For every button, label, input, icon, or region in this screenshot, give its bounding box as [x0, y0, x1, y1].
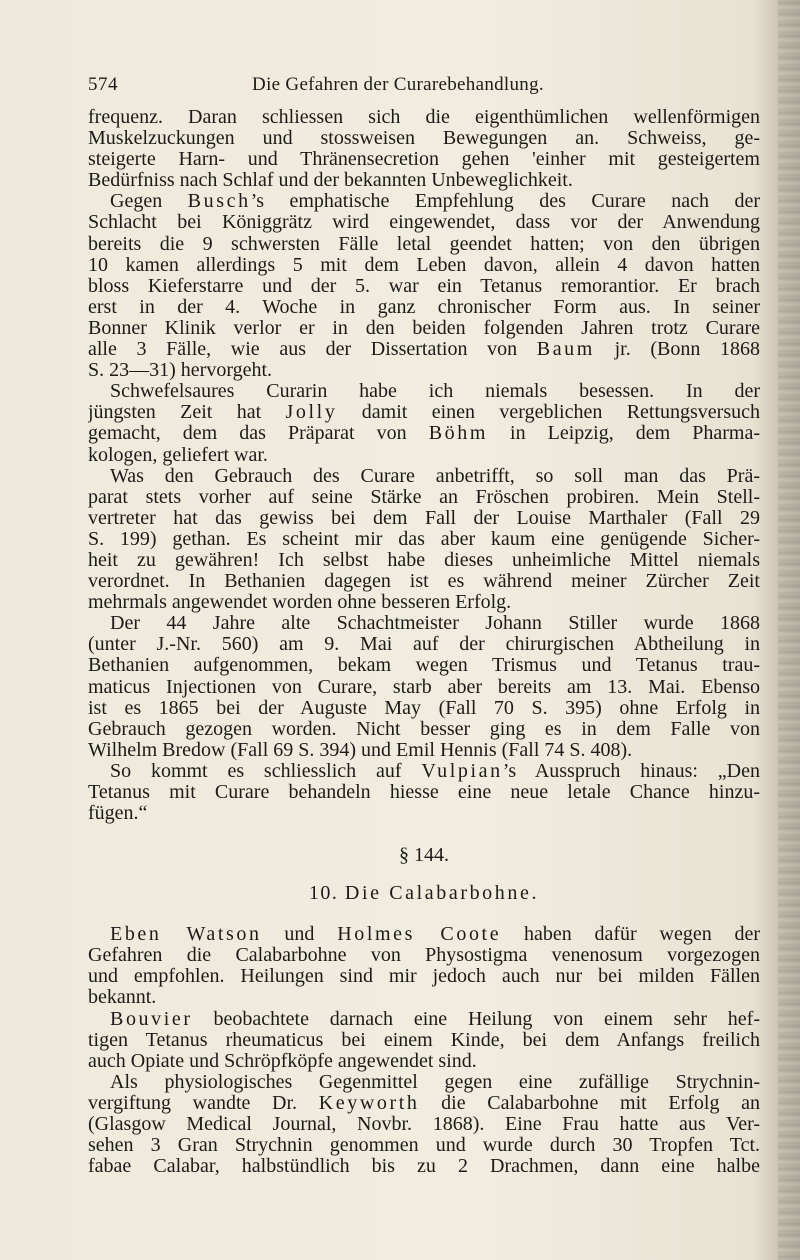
text-line: Bouvier beobachtete darnach eine Heilung von einem sehr hef-: [110, 1008, 760, 1030]
body-text: [88, 107, 760, 1177]
text-line: mehrmals angewendet worden ohne besseren Erfolg.: [88, 591, 512, 614]
text-line: vergiftung wandte Dr. Keyworth die Calabarbohne mit Erfolg an: [88, 1092, 760, 1114]
text-line: Bedürfniss nach Schlaf und der bekannten Unbeweglichkeit.: [88, 169, 573, 192]
text-line: S. 199) gethan. Es scheint mir das aber kaum eine genügende Sicher-: [88, 528, 760, 550]
text-line: fabae Calabar, halbstündlich bis zu 2 Drachmen, dann eine halbe: [88, 1156, 760, 1178]
text-line: Was den Gebrauch des Curare anbetrifft, so soll man das Prä-: [110, 465, 760, 487]
page-number: 574: [88, 74, 118, 95]
author-name: Bouvier: [110, 1008, 193, 1030]
text-line: auch Opiate und Schröpfköpfe angewendet sind.: [88, 1049, 477, 1072]
text-line: sehen 3 Gran Strychnin genommen und wurde durch 30 Tropfen Tct.: [88, 1135, 760, 1157]
text-line: bereits die 9 schwersten Fälle letal geendet hatten; von den übrigen: [88, 233, 760, 255]
text-line: S. 23—31) hervorgeht.: [88, 359, 273, 382]
text-line: parat stets vorher auf seine Stärke an Fröschen probiren. Mein Stell-: [88, 486, 760, 508]
running-header: [88, 72, 708, 98]
text-line: Eben Watson und Holmes Coote haben dafür wegen der: [110, 924, 760, 946]
author-name: Jolly: [285, 402, 338, 424]
spacer: [88, 906, 760, 924]
text-line: Muskelzuckungen und stossweisen Bewegungen an. Schweiss, ge-: [88, 128, 760, 150]
text-line: Der 44 Jahre alte Schachtmeister Johann Stiller wurde 1868: [110, 613, 760, 635]
author-name: Baum: [536, 339, 595, 361]
author-name: Keyworth: [318, 1092, 420, 1114]
author-name: Busch: [187, 191, 251, 213]
text-line: Als physiologisches Gegenmittel gegen eine zufällige Strychnin-: [110, 1071, 760, 1093]
text-line: Wilhelm Bredow (Fall 69 S. 394) und Emil Hennis (Fall 74 S. 408).: [88, 738, 633, 761]
text-line: erst in der 4. Woche in ganz chronischer Form aus. In seiner: [88, 296, 760, 318]
text-line: (unter J.-Nr. 560) am 9. Mai auf der chirurgischen Abtheilung in: [88, 634, 760, 656]
text-line: ist es 1865 bei der Auguste May (Fall 70 S. 395) ohne Erfolg in: [88, 697, 760, 719]
text-line: kologen, geliefert war.: [88, 443, 268, 466]
text-line: Tetanus mit Curare behandeln hiesse eine neue letale Chance hinzu-: [88, 782, 760, 803]
author-name: Holmes Coote: [337, 924, 502, 946]
text-line: steigerte Harn- und Thränensecretion gehen 'einher mit gesteigertem: [88, 149, 760, 171]
text-line: Gegen Busch’s emphatische Empfehlung des Curare nach der: [110, 191, 760, 213]
text-line: Schwefelsaures Curarin habe ich niemals besessen. In der: [110, 381, 760, 403]
text-line: verordnet. In Bethanien dagegen ist es während meiner Zürcher Zeit: [88, 571, 760, 593]
text-line: jüngsten Zeit hat Jolly damit einen vergeblichen Rettungsversuch: [88, 402, 760, 424]
text-line: Bethanien aufgenommen, bekam wegen Trismus und Tetanus trau-: [88, 655, 760, 677]
text-line: Gebrauch gezogen worden. Nicht besser ging es in dem Falle von: [88, 718, 760, 740]
text-line: So kommt es schliesslich auf Vulpian’s Ausspruch hinaus: „Den: [110, 760, 760, 782]
text-line: bloss Kieferstarre und der 5. war ein Tetanus remorantior. Er brach: [88, 275, 760, 297]
text-line: Schlacht bei Königgrätz wird eingewendet, dass vor der Anwendung: [88, 212, 760, 234]
text-line: frequenz. Daran schliessen sich die eigenthümlichen wellenförmigen: [88, 107, 760, 128]
author-name: Vulpian: [421, 760, 503, 782]
section-title: 10. Die Calabarbohne.: [308, 882, 540, 905]
text-line: Bonner Klinik verlor er in den beiden folgenden Jahren trotz Curare: [88, 317, 760, 339]
section-number: § 144.: [399, 844, 449, 867]
text-line: fügen.“: [88, 802, 148, 825]
text-line: maticus Injectionen von Curare, starb aber bereits am 13. Mai. Ebenso: [88, 676, 760, 698]
page-edge: [778, 0, 800, 1260]
running-title: Die Gefahren der Curarebehandlung.: [252, 74, 544, 95]
text-line: heit zu gewähren! Ich selbst habe dieses unheimliche Mittel niemals: [88, 549, 760, 571]
text-line: alle 3 Fälle, wie aus der Dissertation von Baum jr. (Bonn 1868: [88, 339, 760, 361]
text-line: tigen Tetanus rheumaticus bei einem Kinde, bei dem Anfangs freilich: [88, 1029, 760, 1051]
author-name: Böhm: [428, 423, 488, 445]
text-line: Gefahren die Calabarbohne von Physostigma venenosum vorgezogen: [88, 945, 760, 967]
text-line: (Glasgow Medical Journal, Novbr. 1868). Eine Frau hatte aus Ver-: [88, 1114, 760, 1136]
text-line: vertreter hat das gewiss bei dem Fall der Louise Marthaler (Fall 29: [88, 507, 760, 529]
text-line: bekannt.: [88, 986, 157, 1009]
author-name: Eben Watson: [110, 924, 262, 946]
text-line: gemacht, dem das Präparat von Böhm in Leipzig, dem Pharma-: [88, 423, 760, 445]
text-line: und empfohlen. Heilungen sind mir jedoch auch nur bei milden Fällen: [88, 966, 760, 988]
text-line: 10 kamen allerdings 5 mit dem Leben davon, allein 4 davon hatten: [88, 254, 760, 276]
